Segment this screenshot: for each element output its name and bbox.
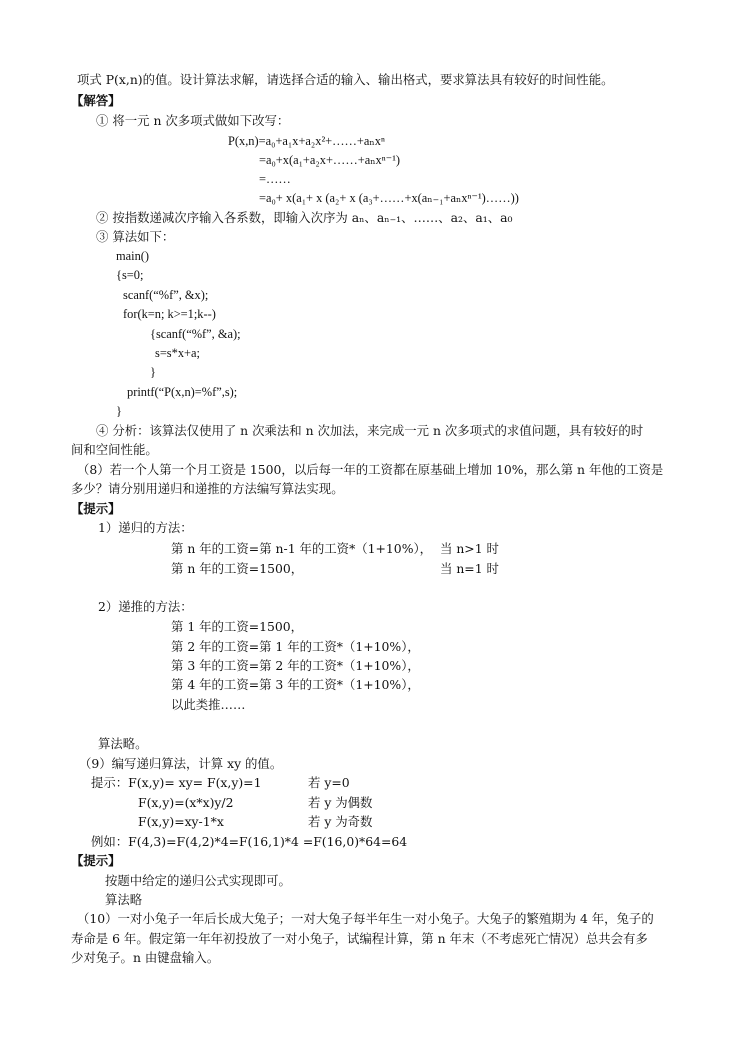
code-line: main() <box>116 249 150 263</box>
code-line: {scanf(“%f”, &a); <box>150 327 241 341</box>
text-line: 第 2 年的工资=第 1 年的工资*（1+10%）， <box>171 639 420 654</box>
text-line: 例如：F(4,3)=F(4,2)*4=F(16,1)*4 =F(16,0)*64=64 <box>91 834 408 849</box>
text-line: 第 3 年的工资=第 2 年的工资*（1+10%）， <box>171 658 420 673</box>
text-line: 算法略 <box>105 892 143 907</box>
code-line: {s=0; <box>116 268 144 282</box>
text-line: 提示：F(x,y)= xy= F(x,y)=1 <box>91 775 262 790</box>
text-line: 按题中给定的递归公式实现即可。 <box>105 873 291 888</box>
condition-text: 若 y=0 <box>308 775 350 790</box>
text-line: 第 n 年的工资=1500， <box>171 561 304 576</box>
text-line: 第 n 年的工资=第 n-1 年的工资*（1+10%）， <box>171 541 433 556</box>
text-line: 以此类推…… <box>171 697 246 712</box>
text-line: ① 将一元 n 次多项式做如下改写： <box>96 113 290 128</box>
text-line: （8）若一个人第一个月工资是 1500，以后每一年的工资都在原基础上增加 10%，那么第 n 年他的工资是 <box>77 462 664 477</box>
condition-text: 当 n>1 时 <box>440 541 499 556</box>
text-line: 间和空间性能。 <box>71 442 158 457</box>
formula-line: =a₀+x(a₁+a₂x+……+aₙxⁿ⁻¹) <box>259 153 401 167</box>
text-line: 少对兔子。n 由键盘输入。 <box>71 950 220 965</box>
condition-text: 当 n=1 时 <box>440 561 499 576</box>
code-line: printf(“P(x,n)=%f”,s); <box>127 385 238 399</box>
text-line: 2）递推的方法： <box>98 599 193 614</box>
condition-text: 若 y 为偶数 <box>308 795 373 810</box>
section-heading-hint: 【提示】 <box>71 501 121 516</box>
text-line: （10）一对小兔子一年后长成大兔子；一对大兔子每半年生一对小兔子。大兔子的繁殖期为 4 年，兔子的 <box>77 911 654 926</box>
text-line: （9）编写递归算法，计算 xy 的值。 <box>79 756 283 771</box>
code-line: } <box>150 365 156 379</box>
text-line: ② 按指数递减次序输入各系数，即输入次序为 aₙ、aₙ₋₁、……、a₂、a₁、a₀ <box>96 210 513 225</box>
text-line: 寿命是 6 年。假定第一年年初投放了一对小兔子，试编程计算，第 n 年末（不考虑死亡情况）总共会有多 <box>71 931 648 946</box>
text-line: ③ 算法如下： <box>96 229 175 244</box>
text-line: 第 4 年的工资=第 3 年的工资*（1+10%）， <box>171 677 420 692</box>
code-line: for(k=n; k>=1;k--) <box>123 307 216 321</box>
text-line: F(x,y)=xy-1*x <box>138 814 224 829</box>
code-line: scanf(“%f”, &x); <box>123 288 209 302</box>
condition-text: 若 y 为奇数 <box>308 814 373 829</box>
formula-line: =a₀+ x(a₁+ x (a₂+ x (a₃+……+x(aₙ₋₁+aₙxⁿ⁻¹)……)) <box>259 191 519 205</box>
code-line: } <box>116 404 122 418</box>
code-line: s=s*x+a; <box>155 346 200 360</box>
text-line: F(x,y)=(x*x)y/2 <box>138 795 234 810</box>
text-line: ④ 分析：该算法仅使用了 n 次乘法和 n 次加法，来完成一元 n 次多项式的求值问题，具有较好的时 <box>96 423 644 438</box>
section-heading-hint: 【提示】 <box>71 853 121 868</box>
text-line: 算法略。 <box>98 736 148 751</box>
text-line: 项式 P(x,n)的值。设计算法求解，请选择合适的输入、输出格式，要求算法具有较好的时间性能。 <box>77 72 614 87</box>
text-line: 多少？请分别用递归和递推的方法编写算法实现。 <box>71 481 344 496</box>
text-line: 第 1 年的工资=1500， <box>171 619 304 634</box>
text-line: 1）递归的方法： <box>98 520 193 535</box>
section-heading-answer: 【解答】 <box>71 93 121 108</box>
formula-line: =…… <box>259 172 291 186</box>
formula-line: P(x,n)=a₀+a₁x+a₂x²+……+aₙxⁿ <box>228 134 385 148</box>
